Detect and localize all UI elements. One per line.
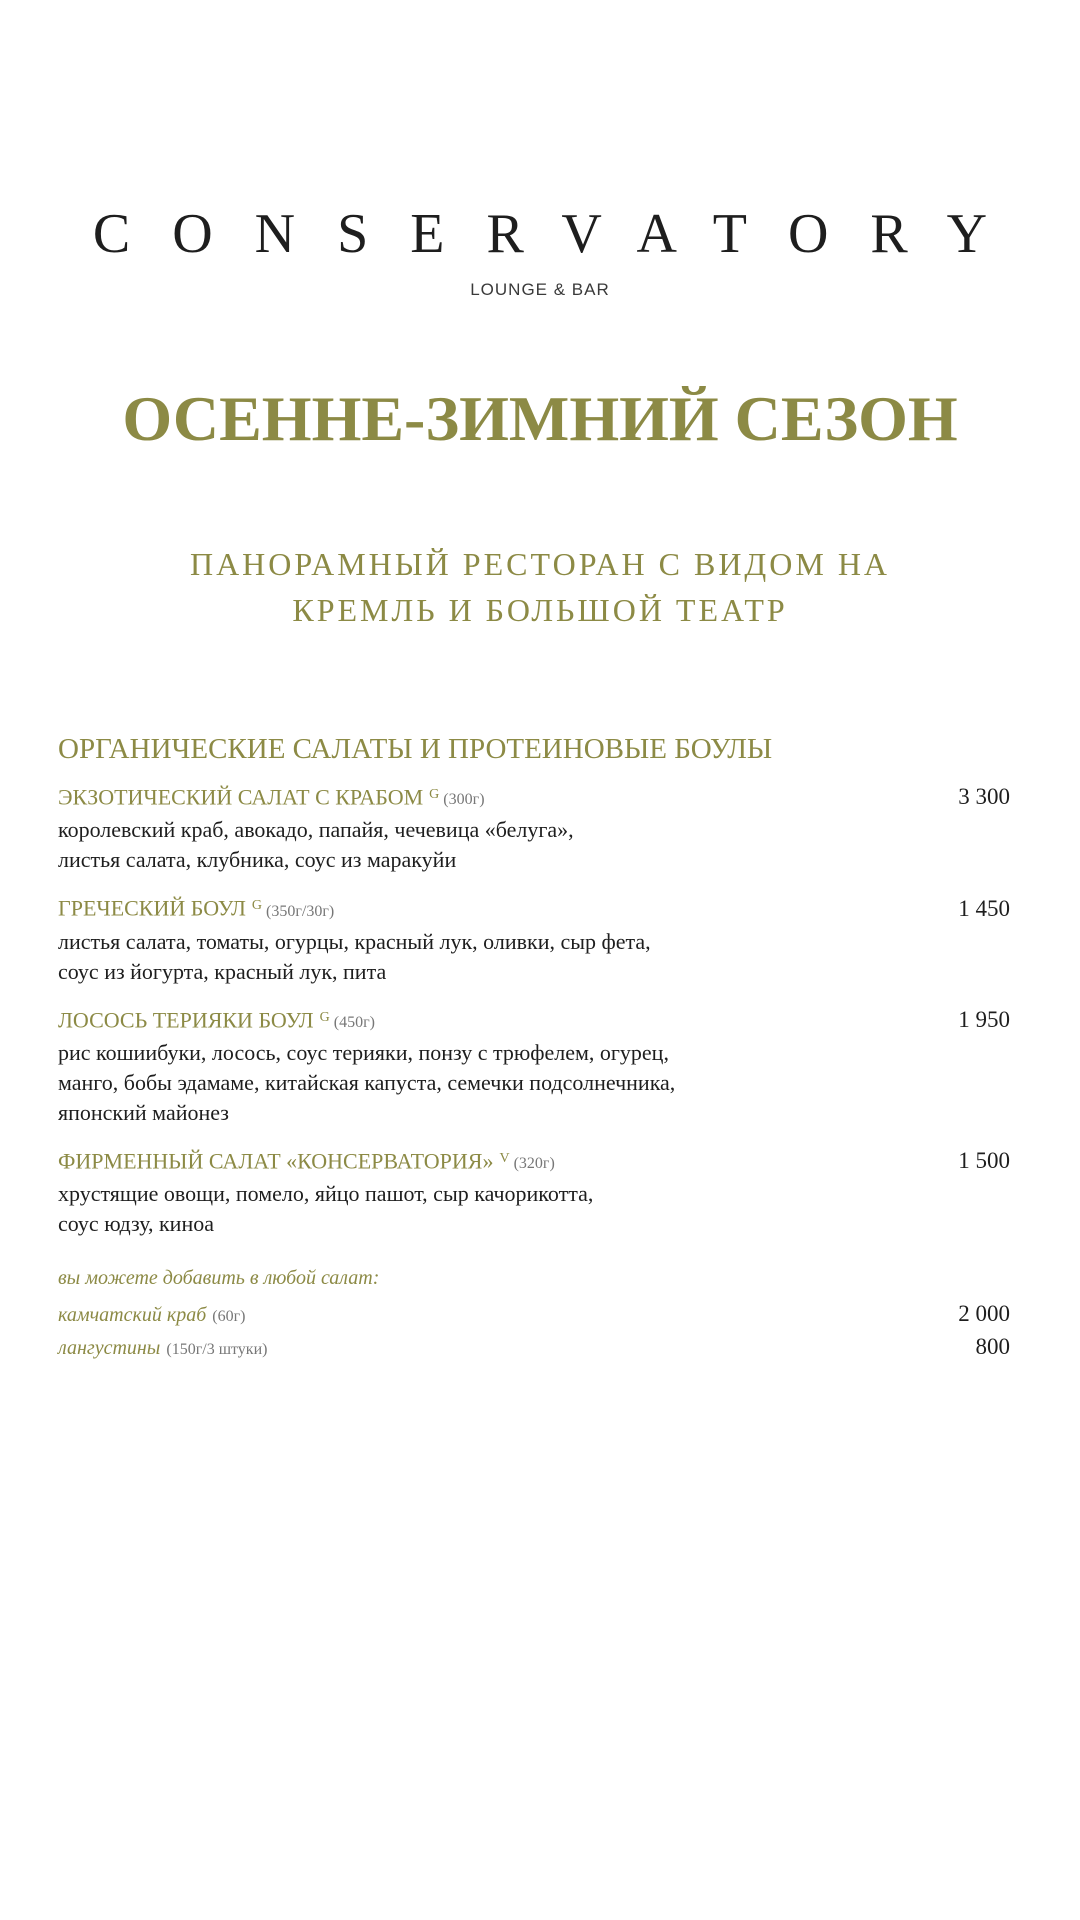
item-description-line: хрустящие овощи, помело, яйцо пашот, сыр качорикотта, [58,1181,594,1207]
item-description-line: японский майонез [58,1099,229,1125]
item-weight: (300г) [443,791,485,809]
item-price: 3 300 [958,784,1010,810]
item-description-line: соус из йогурта, красный лук, пита [58,958,387,984]
item-description [58,1038,1010,1128]
menu-item [58,780,1010,875]
addon-weight: (60г) [212,1308,246,1326]
item-description-line: рис кошиибуки, лосось, соус терияки, понзу с трюфелем, огурец, [58,1039,669,1065]
item-price: 1 500 [958,1148,1010,1174]
tagline [0,541,1080,633]
item-description-line: листья салата, клубника, соус из маракуйи [58,847,457,873]
item-diet-tag: G [429,787,440,802]
menu-section [58,730,1010,1365]
item-name: ЭКЗОТИЧЕСКИЙ САЛАТ С КРАБОМ [58,784,424,810]
addons-block [58,1263,1010,1365]
addon-item [58,1299,1010,1332]
item-description [58,927,1010,987]
item-name: ГРЕЧЕСКИЙ БОУЛ [58,895,246,921]
season-title: ОСЕННЕ-ЗИМНИЙ СЕЗОН [122,383,958,454]
item-description [58,1179,1010,1239]
addon-price: 2 000 [958,1301,1010,1327]
item-diet-tag: V [499,1150,510,1166]
menu-item [58,1003,1010,1128]
addons-intro: вы можете добавить в любой салат: [58,1267,380,1290]
addon-weight: (150г/3 штуки) [166,1341,268,1359]
brand-name: CONSERVATORY [92,203,1030,265]
item-price: 1 950 [958,1006,1010,1032]
menu-item [58,1144,1010,1239]
section-title: ОРГАНИЧЕСКИЕ САЛАТЫ И ПРОТЕИНОВЫЕ БОУЛЫ [58,733,773,765]
item-diet-tag: G [251,898,263,914]
item-price: 1 450 [958,895,1010,921]
tagline-line-1: ПАНОРАМНЫЙ РЕСТОРАН С ВИДОМ НА [189,546,891,582]
item-description-line: листья салата, томаты, огурцы, красный лук, оливки, сыр фета, [58,928,651,954]
tagline-line-2: КРЕМЛЬ И БОЛЬШОЙ ТЕАТР [292,592,788,628]
item-name: ЛОСОСЬ ТЕРИЯКИ БОУЛ [58,1006,314,1032]
item-description-line: соус юдзу, киноа [58,1211,214,1237]
item-weight: (350г/30г) [266,902,335,920]
item-description [58,815,1010,875]
item-diet-tag: G [319,1009,330,1025]
addon-name: лангустины [58,1337,161,1360]
menu-item [58,891,1010,986]
item-weight: (320г) [513,1155,555,1173]
item-weight: (450г) [333,1013,375,1031]
item-description-line: королевский краб, авокадо, папайя, чечевица «белуга», [58,817,574,843]
addon-item [58,1332,1010,1365]
addon-price: 800 [975,1334,1010,1360]
brand-subtitle: LOUNGE & BAR [470,280,610,299]
addon-name: камчатский краб [58,1304,207,1327]
item-name: ФИРМЕННЫЙ САЛАТ «КОНСЕРВАТОРИЯ» [58,1148,494,1174]
item-description-line: манго, бобы эдамаме, китайская капуста, семечки подсолнечника, [58,1069,676,1095]
